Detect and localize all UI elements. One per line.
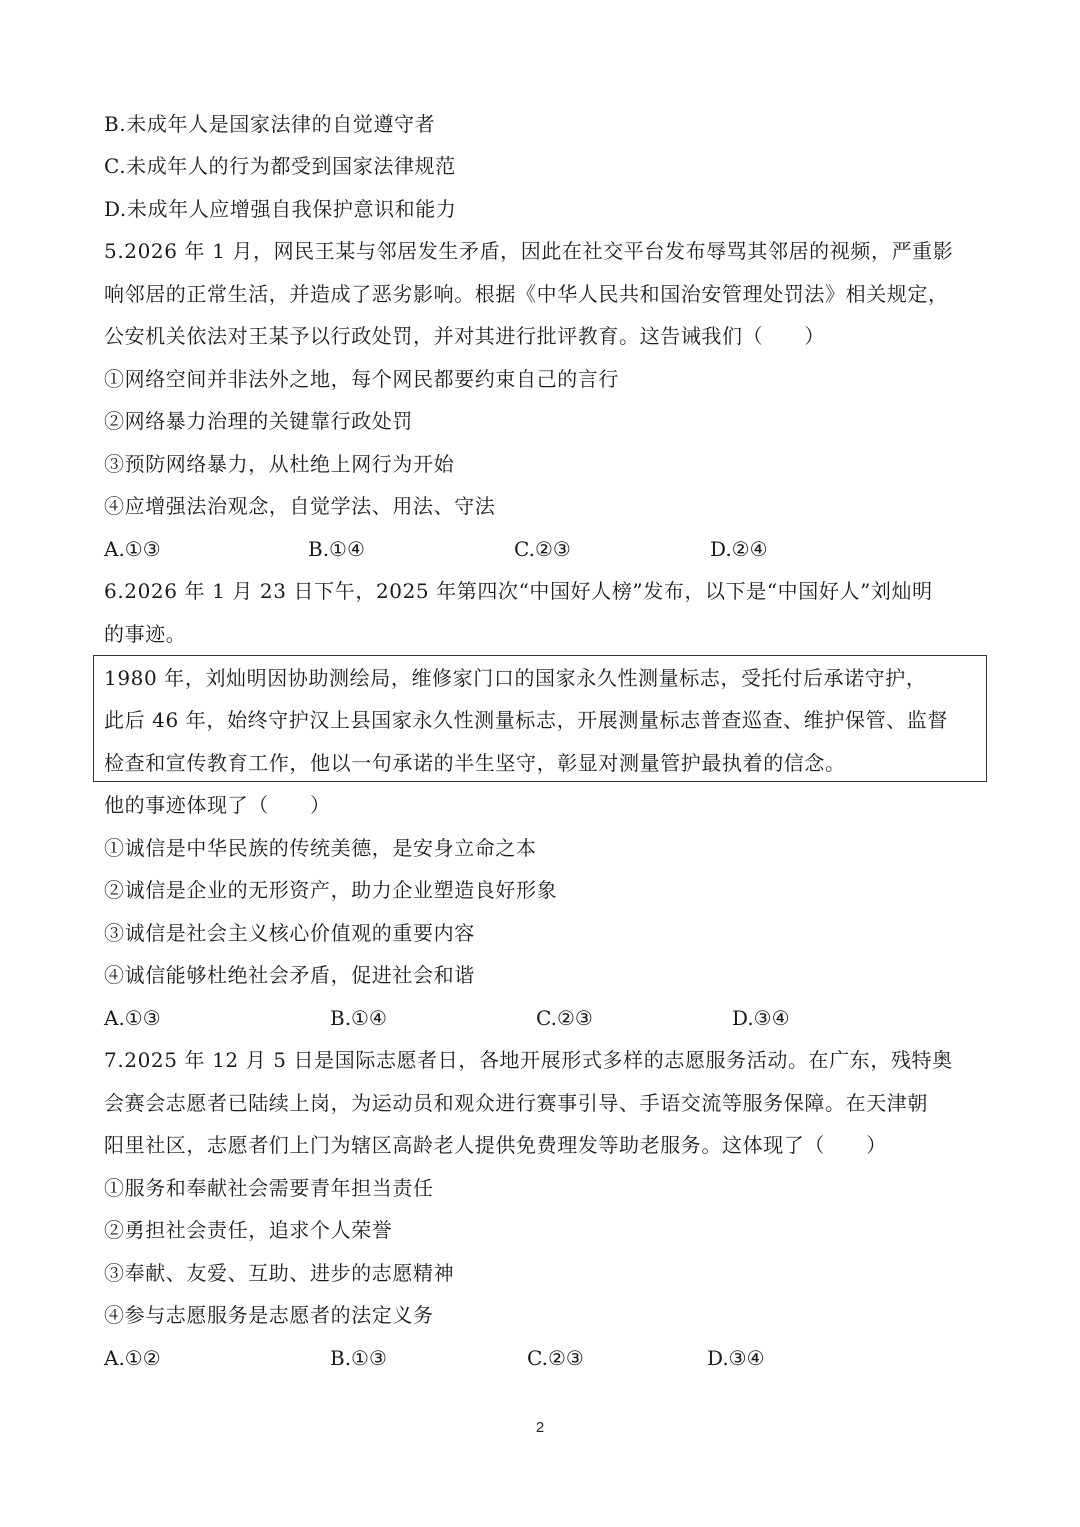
q5-stem-line-2: 响邻居的正常生活，并造成了恶劣影响。根据《中华人民共和国治安管理处罚法》相关规定， [104, 282, 949, 306]
q7-stem-line-2: 会赛会志愿者已陆续上岗，为运动员和观众进行赛事引导、手语交流等服务保障。在天津朝 [104, 1091, 928, 1115]
q5-statement-3: ③预防网络暴力，从杜绝上网行为开始 [104, 452, 455, 476]
q6-statement-1: ①诚信是中华民族的传统美德，是安身立命之本 [104, 836, 537, 860]
q7-choice-c: C.②③ [527, 1346, 584, 1370]
q5-choice-d: D.②④ [710, 537, 768, 561]
q6-material-line-3: 检查和宣传教育工作，他以一句承诺的半生坚守，彰显对测量管护最执着的信念。 [104, 751, 846, 775]
q7-statement-2: ②勇担社会责任，追求个人荣誉 [104, 1218, 393, 1242]
q6-statement-3: ③诚信是社会主义核心价值观的重要内容 [104, 921, 475, 945]
q6-choice-d: D.③④ [732, 1006, 790, 1030]
q4-option-d: D.未成年人应增强自我保护意识和能力 [104, 197, 457, 221]
q4-option-b: B.未成年人是国家法律的自觉遵守者 [104, 112, 436, 136]
q7-choice-a: A.①② [104, 1346, 161, 1370]
q7-stem-line-1: 7.2025 年 12 月 5 日是国际志愿者日，各地开展形式多样的志愿服务活动。在广东，残特奥 [104, 1048, 953, 1072]
q6-statement-2: ②诚信是企业的无形资产，助力企业塑造良好形象 [104, 878, 558, 902]
q7-statement-3: ③奉献、友爱、互助、进步的志愿精神 [104, 1261, 455, 1285]
q5-stem-line-3: 公安机关依法对王某予以行政处罚，并对其进行批评教育。这告诫我们（ ） [104, 324, 825, 348]
q6-choice-c: C.②③ [536, 1006, 593, 1030]
q5-stem-line-1: 5.2026 年 1 月，网民王某与邻居发生矛盾，因此在社交平台发布辱骂其邻居的视频，严重影 [104, 239, 954, 263]
q5-choice-c: C.②③ [514, 537, 571, 561]
q6-material-line-2: 此后 46 年，始终守护汉上县国家永久性测量标志，开展测量标志普查巡查、维护保管、监督 [104, 708, 948, 732]
q5-statement-2: ②网络暴力治理的关键靠行政处罚 [104, 409, 413, 433]
q5-statement-1: ①网络空间并非法外之地，每个网民都要约束自己的言行 [104, 367, 619, 391]
q5-statement-4: ④应增强法治观念，自觉学法、用法、守法 [104, 494, 496, 518]
q5-choice-b: B.①④ [308, 537, 365, 561]
q7-statement-4: ④参与志愿服务是志愿者的法定义务 [104, 1303, 434, 1327]
q6-choice-b: B.①④ [330, 1006, 387, 1030]
q6-stem-line-1: 6.2026 年 1 月 23 日下午，2025 年第四次“中国好人榜”发布，以下是“中国好人”刘灿明 [104, 579, 933, 603]
page-number: 2 [535, 1419, 545, 1436]
q4-option-c: C.未成年人的行为都受到国家法律规范 [104, 154, 456, 178]
q5-choice-a: A.①③ [104, 537, 161, 561]
q7-statement-1: ①服务和奉献社会需要青年担当责任 [104, 1176, 434, 1200]
q7-choices [104, 1344, 1004, 1372]
q5-choices [104, 535, 1004, 563]
q6-stem-line-3: 他的事迹体现了（ ） [104, 793, 331, 817]
q7-stem-line-3: 阳里社区，志愿者们上门为辖区高龄老人提供免费理发等助老服务。这体现了（ ） [104, 1133, 887, 1157]
q6-choices [104, 1004, 1004, 1032]
q6-choice-a: A.①③ [104, 1006, 161, 1030]
q7-choice-d: D.③④ [707, 1346, 765, 1370]
q6-material-line-1: 1980 年，刘灿明因协助测绘局，维修家门口的国家永久性测量标志，受托付后承诺守护， [104, 666, 927, 690]
q7-choice-b: B.①③ [330, 1346, 387, 1370]
q6-stem-line-2: 的事迹。 [104, 622, 187, 646]
q6-statement-4: ④诚信能够杜绝社会矛盾，促进社会和谐 [104, 963, 475, 987]
